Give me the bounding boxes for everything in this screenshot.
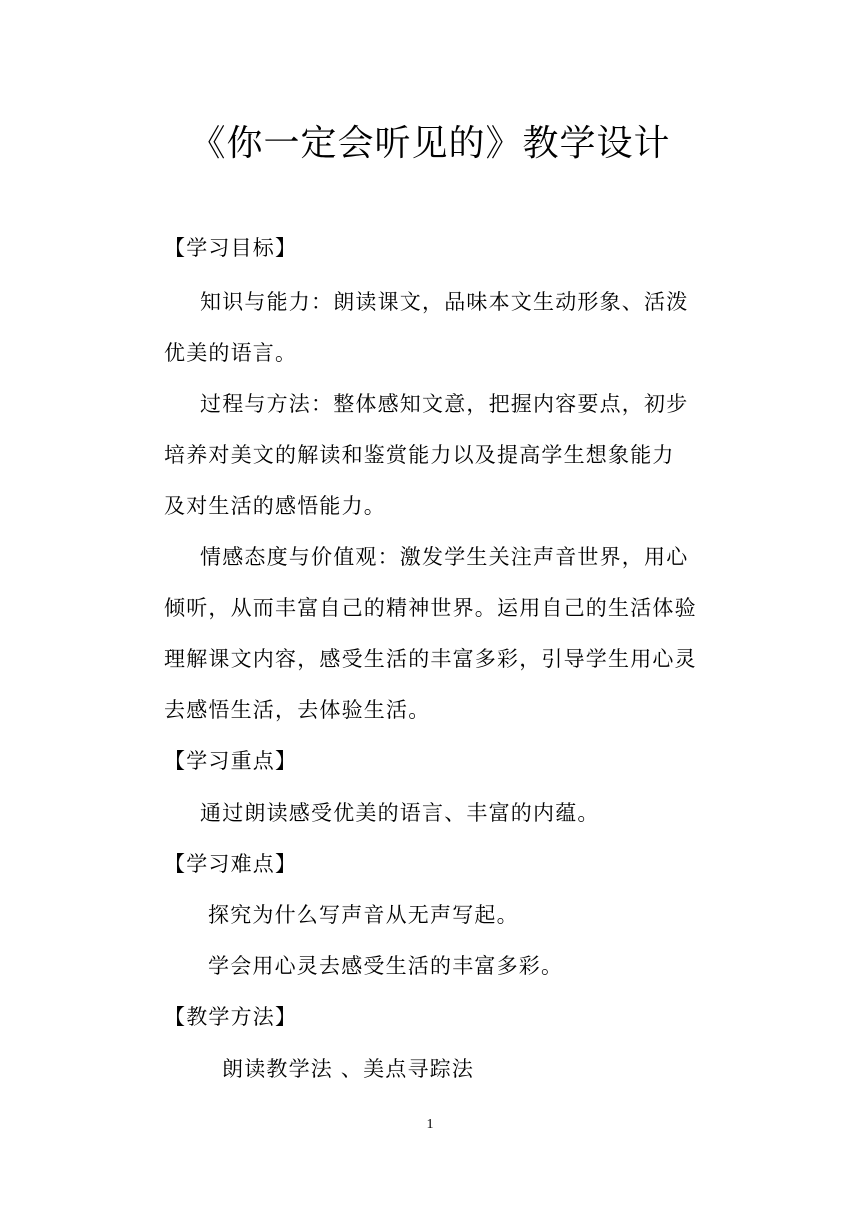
paragraph-line: 倾听，从而丰富自己的精神世界。运用自己的生活体验 <box>164 596 697 620</box>
paragraph-line: 探究为什么写声音从无声写起。 <box>208 903 519 927</box>
section-heading-learning-goals: 【学习目标】 <box>164 236 298 260</box>
paragraph-line: 及对生活的感悟能力。 <box>164 494 386 518</box>
paragraph-line: 知识与能力：朗读课文，品味本文生动形象、活泼 <box>200 290 689 314</box>
section-heading-key-points: 【学习重点】 <box>164 749 298 773</box>
paragraph-line: 通过朗读感受优美的语言、丰富的内蕴。 <box>200 801 600 825</box>
paragraph-line: 学会用心灵去感受生活的丰富多彩。 <box>208 954 564 978</box>
paragraph-line: 朗读教学法 、美点寻踪法 <box>222 1057 475 1081</box>
paragraph-line: 过程与方法：整体感知文意，把握内容要点，初步 <box>200 392 689 416</box>
paragraph-line: 情感态度与价值观：激发学生关注声音世界，用心 <box>200 545 689 569</box>
paragraph-line: 理解课文内容，感受生活的丰富多彩，引导学生用心灵 <box>164 647 697 671</box>
section-heading-teaching-methods: 【教学方法】 <box>164 1005 298 1029</box>
page-number: 1 <box>426 1117 434 1132</box>
document-title: 《你一定会听见的》教学设计 <box>189 123 671 164</box>
paragraph-line: 去感悟生活，去体验生活。 <box>164 698 431 722</box>
paragraph-line: 优美的语言。 <box>164 341 298 365</box>
section-heading-difficulties: 【学习难点】 <box>164 852 298 876</box>
paragraph-line: 培养对美文的解读和鉴赏能力以及提高学生想象能力 <box>164 443 675 467</box>
